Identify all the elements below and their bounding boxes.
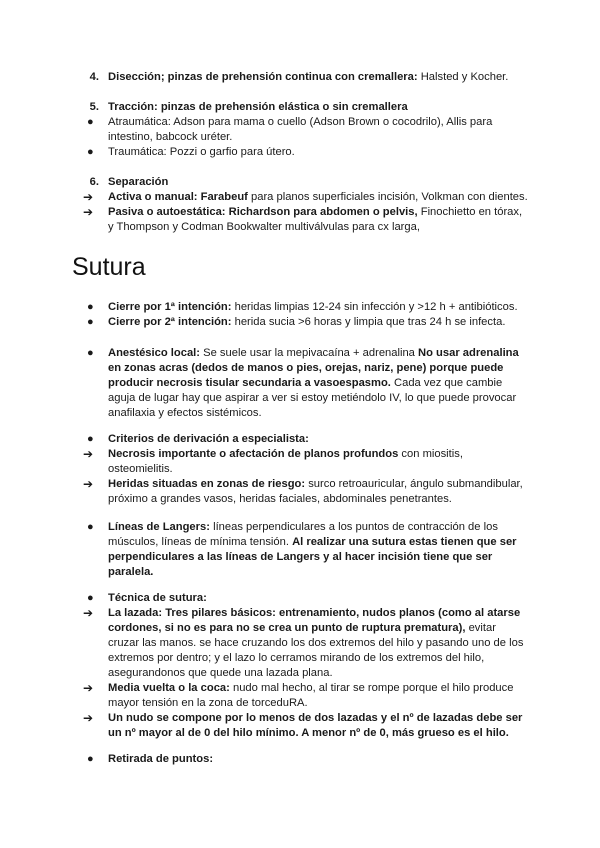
section-title: Tracción: pinzas de prehensión elástica o sin cremallera: [108, 101, 408, 113]
section-traccion: [82, 100, 530, 160]
heridas-bold: Heridas situadas en zonas de riesgo:: [108, 478, 306, 490]
bullet-icon: ●: [87, 316, 94, 328]
bullet-icon: ●: [87, 592, 94, 604]
arrow-icon: ➔: [83, 681, 94, 695]
arrow-icon: ➔: [83, 606, 94, 620]
arrow-icon: ➔: [83, 447, 94, 461]
pasiva-text: Finochietto en tórax, y Thompson y Codman Bookwalter multiválvulas para cx larga,: [108, 206, 523, 233]
cierre2-text: herida sucia >6 horas y limpia que tras 24 h se infecta.: [231, 316, 506, 328]
retirada-title: Retirada de puntos:: [108, 753, 214, 765]
langers-text: líneas perpendiculares a los puntos de contracción de los músculos, líneas de mínima tensión.: [108, 521, 498, 548]
list-number: 5.: [89, 101, 99, 113]
list-number: 6.: [89, 176, 99, 188]
section-diseccion: [82, 70, 530, 85]
section-separacion: [82, 175, 530, 235]
pasiva-bold: Pasiva o autoestática: Richardson para abdomen o pelvis,: [108, 206, 418, 218]
anestesico-warning: No usar adrenalina en zonas acras (dedos de manos o pies, orejas, nariz, pene) porque puede producir necrosis tisular secundaria a vasoespasmo.: [108, 347, 519, 389]
cierre1-bold: Cierre por 1ª intención:: [108, 301, 232, 313]
section-text: Halsted y Kocher.: [417, 71, 509, 83]
arrow-icon: ➔: [83, 205, 94, 219]
arrow-icon: ➔: [83, 477, 94, 491]
activa-bold: Activa o manual: Farabeuf: [108, 191, 248, 203]
atraumatica-text: Atraumática: Adson para mama o cuello (Adson Brown o cocodrilo), Allis para intestino, babcock uréter.: [108, 116, 493, 143]
section-title: Disección; pinzas de prehensión continua con cremallera:: [108, 71, 418, 83]
bullet-icon: ●: [87, 347, 94, 359]
cierre2-bold: Cierre por 2ª intención:: [108, 316, 232, 328]
arrow-icon: ➔: [83, 711, 94, 725]
anestesico-text-2: Cada vez que cambie aguja de lugar hay que aspirar a ver si estoy metiéndolo IV, lo que puede provocar anafilaxia y efectos sistémicos.: [108, 377, 517, 419]
criterios-title: Criterios de derivación a especialista:: [108, 433, 309, 445]
heridas-text: surco retroauricular, ángulo submandibular, próximo a grandes vasos, heridas faciales, abdominales penetrantes.: [108, 478, 523, 505]
bullet-icon: ●: [87, 116, 94, 128]
lazada-bold: La lazada: Tres pilares básicos: entrenamiento, nudos planos (como al atarse cordones, si no es para no se crea un punto de ruptura prematura),: [108, 607, 521, 634]
arrow-icon: ➔: [83, 190, 94, 204]
langers-rule: Al realizar una sutura estas tienen que ser perpendiculares a las líneas de Langers y al hacer incisión tiene que ser paralela.: [108, 536, 517, 578]
nudo-bold: Un nudo se compone por lo menos de dos lazadas y el nº de lazadas debe ser un nº mayor al de 0 del hilo mínimo. A menor nº de 0, más grueso es el hilo.: [108, 712, 523, 739]
bullet-icon: ●: [87, 301, 94, 313]
traumatica-text: Traumática: Pozzi o garfio para útero.: [108, 146, 295, 158]
bullet-icon: ●: [87, 521, 94, 533]
necrosis-text: con miositis, osteomielitis.: [108, 448, 463, 475]
tecnica-block: [82, 591, 530, 741]
activa-text: para planos superficiales incisión, Volkman con dientes.: [247, 191, 528, 203]
lazada-text: evitar cruzar las manos. se hace cruzando los dos extremos del hilo y pasando uno de los extremos por dentro; y el lazo lo cerramos mirando de los extremos del hilo, asegurandonos que quede una lazada plana.: [108, 622, 524, 679]
bullet-icon: ●: [87, 433, 94, 445]
heading-sutura: Sutura: [72, 253, 146, 281]
tecnica-title: Técnica de sutura:: [108, 592, 207, 604]
anestesico-bold: Anestésico local:: [108, 347, 201, 359]
cierre1-text: heridas limpias 12-24 sin infección y >12 h + antibióticos.: [231, 301, 518, 313]
retirada-block: [82, 752, 530, 767]
coca-bold: Media vuelta o la coca:: [108, 682, 230, 694]
bullet-icon: ●: [87, 146, 94, 158]
coca-text: nudo mal hecho, al tirar se rompe porque el hilo produce mayor tensión en la zona de torceduRA.: [108, 682, 514, 709]
langers-block: [82, 520, 530, 580]
anestesico-text: Se suele usar la mepivacaína + adrenalina: [200, 347, 419, 359]
section-title: Separación: [108, 176, 169, 188]
necrosis-bold: Necrosis importante o afectación de planos profundos: [108, 448, 399, 460]
anestesico-block: [82, 346, 530, 421]
bullet-icon: ●: [87, 753, 94, 765]
cierre-list: [82, 300, 530, 330]
criterios-block: [82, 432, 530, 507]
list-number: 4.: [89, 71, 99, 83]
langers-bold: Líneas de Langers:: [108, 521, 210, 533]
